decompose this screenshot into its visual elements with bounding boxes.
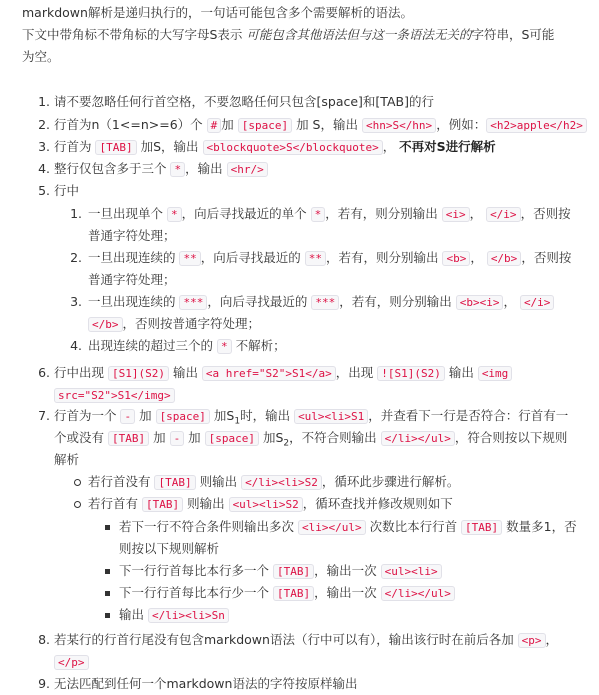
document-page: markdown解析是递归执行的，一句话可能包含多个需要解析的语法。 下文中带角标不带角标的大写字母S表示 可能包含其他语法但与这一条语法无关的字符串，S可能 为空。 1. 请不要忽略任何行首空格，不要忽略任何只包含[space]和[TAB]的行 2. 行首为n（1<=n>=6）个 # 加 [space] 加 S，输出 <hn>S</hn> ，例如： <h2>apple</h2> 3. 行首为 [TAB] 加S，输出 <blockquote>S</blockquote> ， 不再对S进行解析 4. 整行仅包含多于三个 * ，输出 <hr/> 5. 行中 1. 一旦出现单个 * ，向后寻找最近的单个 * ，若有，则分别输出 <i> ， </i> ，否则按 普通字符处理； 2. 一旦出现连续的 ** ，向后寻找最近的 ** ，若有，则分别输出 <b> ， </b> ，否则按 普通字符处理； 3. 一旦出现连续的 *** ，向后寻找最近的 *** ，若有，则分别输出 <b><i> ， </i> </b> ，否则按普通字符处理； 4. 出现连续的超过三个的 * 不解析； 6. 行中出现 [S1](S2) 输出 <a href="S2">S1</a> ，出现 ![S1](S2) 输出 <img src="S2">S1</img> 7. 行首为一个 - 加 [space] 加$S_1$时，输出 <ul><li>S1 ，并查看下一行是否符合：行首有一 个或没有 [TAB] 加 - 加 [space] 加$S_2$，不符合则输出 </li></ul> ，符合则按以下规则 解析 若行首没有 [TAB] 则输出 </li><li>S2 ，循环此步骤进行解析。 若行首有 [TAB] 则输出 <ul><li>S2 ，循环查找并修改规则如下 若下一行不符合条件则输出多次 <li></ul> 次数比本行行首 [TAB] 数量多1，否 则按以下规则解析 下一行行首每比本行多一个 [TAB] ，输出一次 <ul><li> 下一行行首每比本行少一个 [TAB] ，输出一次 </li></ul> 输出 </li><li>Sn 8. 若某行的行首行尾没有包含markdown语法（行中可以有），输出该行时在前后各加 <p> ， </p> 9. 无法匹配到任何一个markdown语法的字符按原样输出 (0, 0, 599, 695)
rule-3-bold: 不再对S进行解析 (399, 139, 496, 154)
bullet-square-icon (105, 525, 110, 530)
intro-line-1: markdown解析是递归执行的，一句话可能包含多个需要解析的语法。 (22, 5, 413, 20)
bullet-circle-icon (74, 501, 81, 508)
bullet-square-icon (105, 613, 110, 618)
bullet-circle-icon (74, 479, 81, 486)
intro-line-2: 下文中带角标不带角标的大写字母S表示 可能包含其他语法但与这一条语法无关的字符串，S可能 (22, 27, 555, 42)
intro-emphasis: 可能包含其他语法但与这一条语法无关的 (246, 27, 472, 42)
bullet-square-icon (105, 569, 110, 574)
bullet-square-icon (105, 591, 110, 596)
intro-line-3: 为空。 (22, 49, 60, 64)
